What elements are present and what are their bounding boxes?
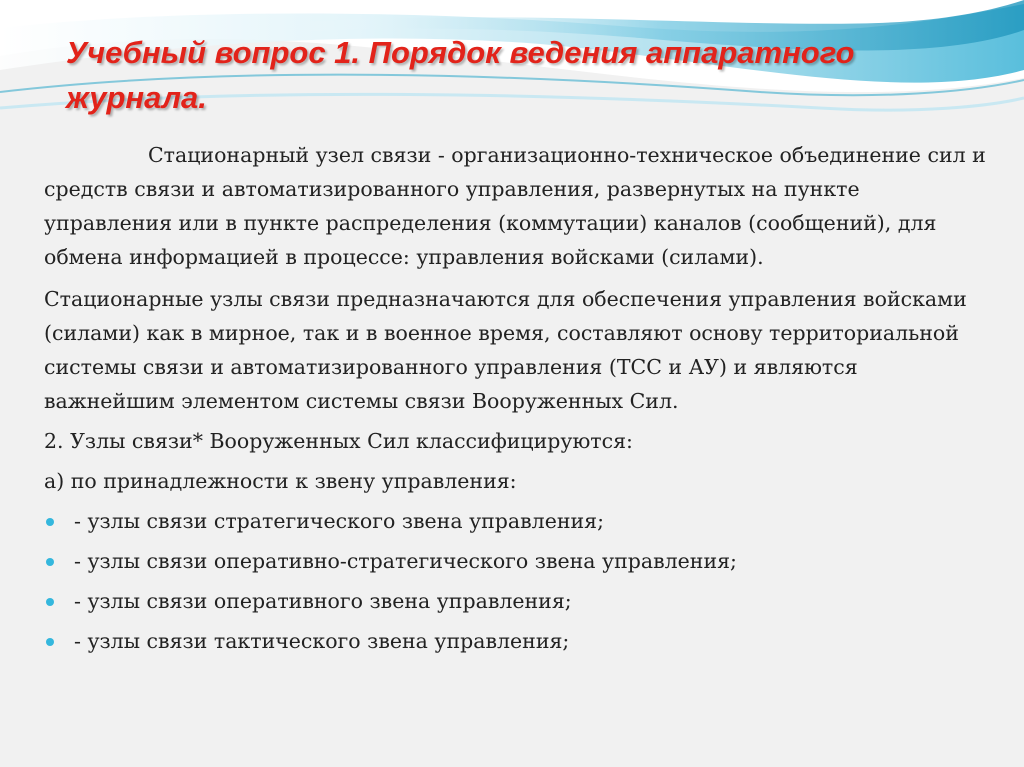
slide-title: Учебный вопрос 1. Порядок ведения аппаратного журнала. <box>66 35 855 115</box>
list-item <box>44 504 994 538</box>
list-item <box>44 544 994 578</box>
bullet-icon <box>46 598 54 606</box>
bullet-list <box>44 504 994 658</box>
subheading: а) по принадлежности к звену управления: <box>44 469 517 493</box>
list-item-text: - узлы связи оперативно-стратегического звена управления; <box>74 549 737 573</box>
slide-body <box>44 138 994 658</box>
bullet-icon <box>46 638 54 646</box>
list-item <box>44 624 994 658</box>
bullet-icon <box>46 518 54 526</box>
bullet-icon <box>46 558 54 566</box>
list-item-text: - узлы связи оперативного звена управления; <box>74 589 572 613</box>
list-item <box>44 584 994 618</box>
classification-line: 2. Узлы связи* Вооруженных Сил классифицируются: <box>44 429 633 453</box>
list-item-text: - узлы связи стратегического звена управления; <box>74 509 605 533</box>
paragraph-purpose: Стационарные узлы связи предназначаются для обеспечения управления войсками (силами) как в мирное, так и в военное время, составляют основу территориальной системы связи и автоматизированного управления (ТСС и АУ) и являются важнейшим элементом системы связи Вооруженных Сил. <box>44 287 967 413</box>
paragraph-definition: Стационарный узел связи - организационно-техническое объединение сил и средств связи и автоматизированного управления, развернутых на пункте управления или в пункте распределения (коммутации) каналов (сообщений), для обмена информацией в процессе: управления войсками (силами). <box>44 143 986 269</box>
list-item-text: - узлы связи тактического звена управления; <box>74 629 570 653</box>
